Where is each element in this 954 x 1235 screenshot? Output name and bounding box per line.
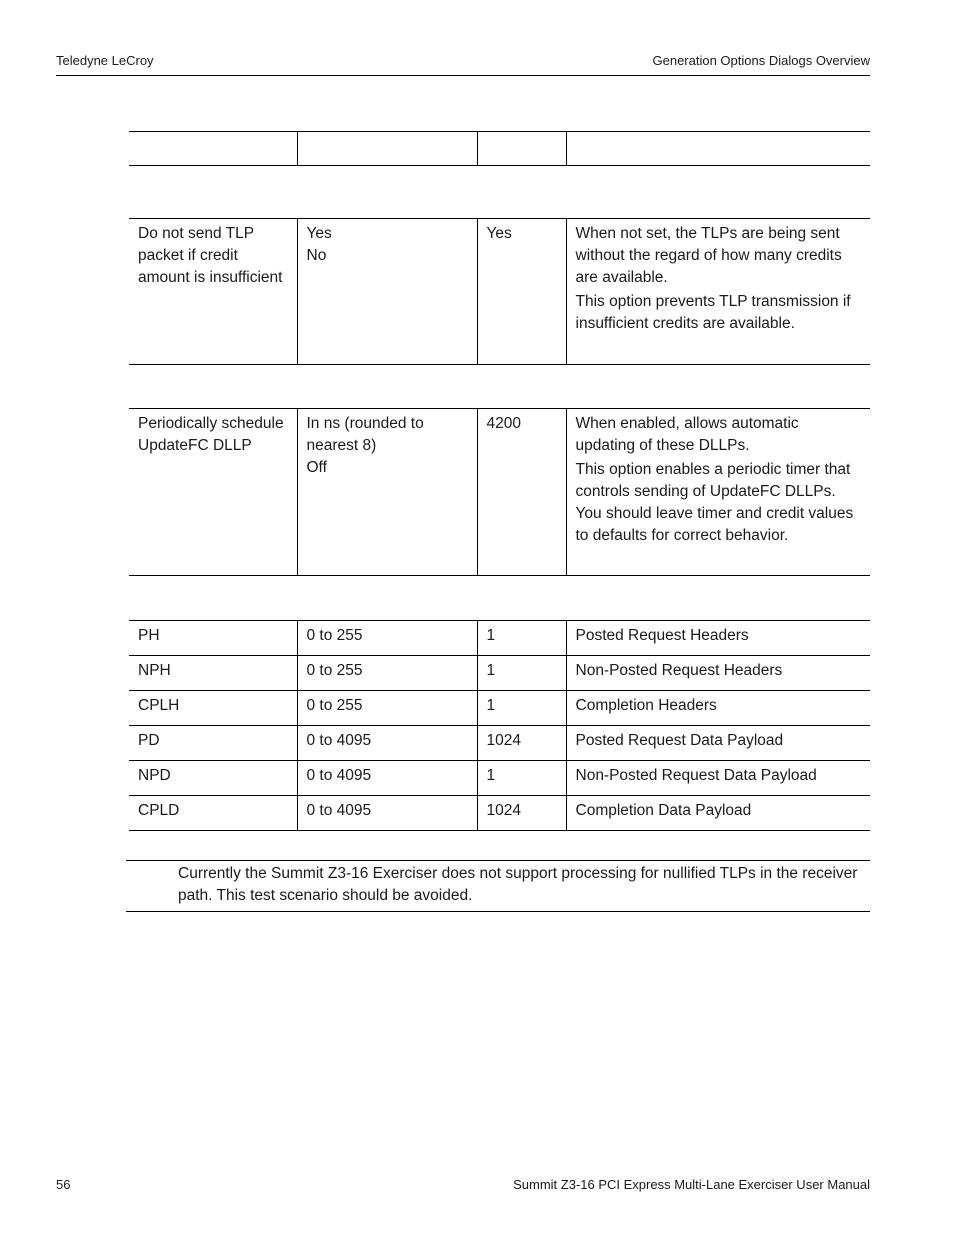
- credit-description: Completion Headers: [566, 691, 870, 726]
- credit-range: 0 to 4095: [297, 796, 477, 831]
- header-cell-1: [129, 132, 297, 166]
- header-cell-2: [297, 132, 477, 166]
- option-description: [566, 219, 870, 365]
- credit-type: NPD: [129, 761, 297, 796]
- table-row: [129, 691, 870, 726]
- credit-range: 0 to 4095: [297, 761, 477, 796]
- table-header-row: [129, 131, 870, 166]
- credit-description: Posted Request Data Payload: [566, 726, 870, 761]
- table-row: [129, 409, 870, 576]
- credit-range: 0 to 4095: [297, 726, 477, 761]
- table-row: [129, 761, 870, 796]
- header-company: Teledyne LeCroy: [56, 53, 154, 68]
- table-row: [129, 796, 870, 831]
- table-row: [129, 656, 870, 691]
- option-description: [566, 409, 870, 576]
- description-paragraph: When not set, the TLPs are being sent without the regard of how many credits are available.: [575, 225, 842, 286]
- credit-range: 0 to 255: [297, 691, 477, 726]
- option-value: Yes: [306, 225, 332, 242]
- credit-type: PH: [129, 621, 297, 656]
- credit-type: NPH: [129, 656, 297, 691]
- option-values: [297, 409, 477, 576]
- credit-range: 0 to 255: [297, 656, 477, 691]
- description-paragraph: This option enables a periodic timer that controls sending of UpdateFC DLLPs. You should leave timer and credit values to defaults for correct behavior.: [575, 461, 854, 544]
- credit-description: Non-Posted Request Data Payload: [566, 761, 870, 796]
- credit-range: 0 to 255: [297, 621, 477, 656]
- header-section-title: Generation Options Dialogs Overview: [652, 53, 870, 68]
- credit-default: 1: [477, 621, 566, 656]
- tlp-credit-option-table: [129, 218, 870, 365]
- option-default: 4200: [477, 409, 566, 576]
- table-row: [129, 726, 870, 761]
- description-paragraph: When enabled, allows automatic updating of these DLLPs.: [575, 415, 799, 454]
- credit-description: Posted Request Headers: [566, 621, 870, 656]
- credit-values-table: [129, 620, 870, 831]
- credit-description: Completion Data Payload: [566, 796, 870, 831]
- option-name: Do not send TLP packet if credit amount is insufficient: [129, 219, 297, 365]
- credit-default: 1: [477, 691, 566, 726]
- credit-default: 1024: [477, 796, 566, 831]
- credit-type: CPLH: [129, 691, 297, 726]
- option-default: Yes: [477, 219, 566, 365]
- option-value: In ns (rounded to nearest 8): [306, 415, 424, 454]
- note-box: [126, 860, 870, 912]
- option-value: Off: [306, 459, 327, 476]
- credit-default: 1024: [477, 726, 566, 761]
- note-text: Currently the Summit Z3-16 Exerciser does not support processing for nullified TLPs in the receiver path. This test scenario should be avoided.: [178, 865, 858, 904]
- credit-default: 1: [477, 761, 566, 796]
- table-row: [129, 621, 870, 656]
- option-value: No: [306, 247, 327, 264]
- page-number: 56: [56, 1177, 71, 1192]
- header-cell-4: [566, 132, 870, 166]
- credit-default: 1: [477, 656, 566, 691]
- header-cell-3: [477, 132, 566, 166]
- manual-title: Summit Z3-16 PCI Express Multi-Lane Exerciser User Manual: [513, 1177, 870, 1192]
- credit-type: CPLD: [129, 796, 297, 831]
- updatefc-option-table: [129, 408, 870, 576]
- credit-description: Non-Posted Request Headers: [566, 656, 870, 691]
- credit-type: PD: [129, 726, 297, 761]
- option-values: [297, 219, 477, 365]
- description-paragraph: This option prevents TLP transmission if insufficient credits are available.: [575, 293, 851, 332]
- table-row: [129, 219, 870, 365]
- page-header: [56, 53, 870, 76]
- option-name: Periodically schedule UpdateFC DLLP: [129, 409, 297, 576]
